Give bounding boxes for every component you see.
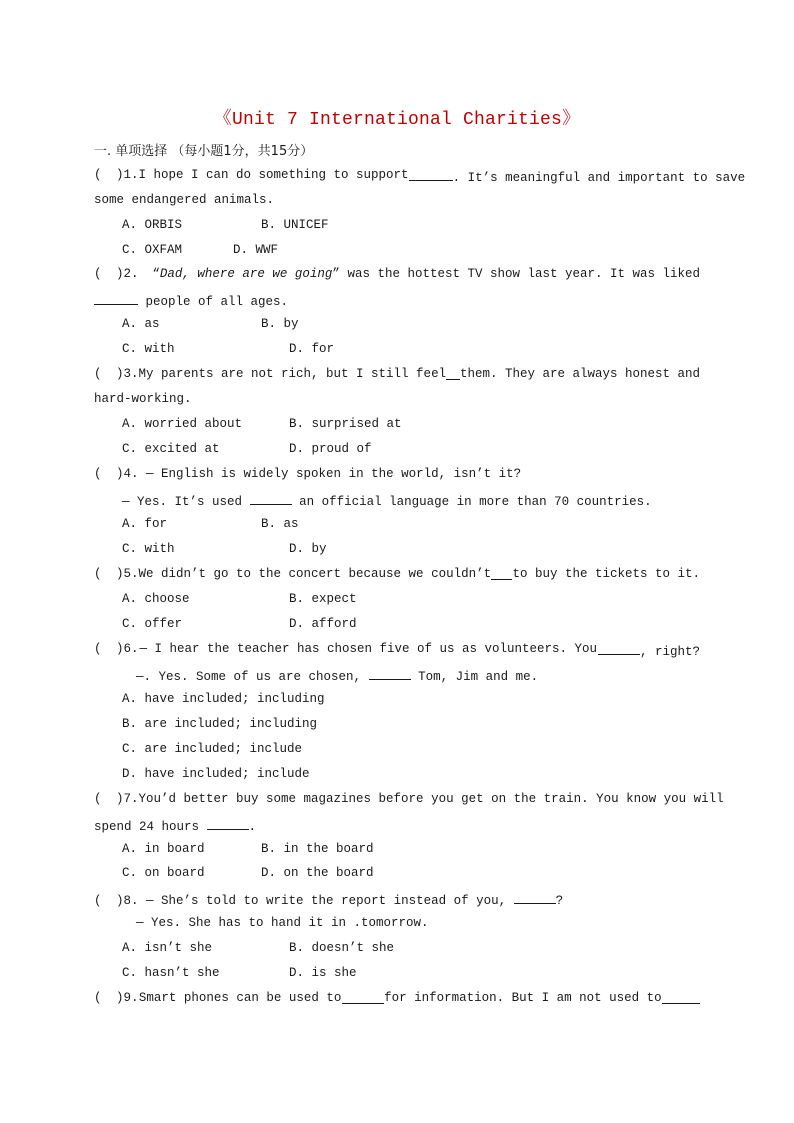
question-text: — I hear the teacher has chosen five of us as volunteers. You [139,642,598,656]
option-a: A. ORBIS [122,218,183,232]
question-text: was the hottest TV show last year. It was liked [339,267,700,281]
answer-paren: ( [94,991,102,1005]
section-heading: 一. 单项选择 （每小题1分，共15分） [94,144,314,159]
option-c: C. hasn’t she [122,966,220,980]
answer-paren: ( [94,567,102,581]
option-a: A. choose [122,592,190,606]
option-d: D. for [289,342,335,356]
answer-blank [491,567,512,580]
answer-blank [514,891,556,904]
question-text: Smart phones can be used to [138,991,342,1005]
option-a: A. in board [122,842,205,856]
question-text: people of all ages. [138,295,289,309]
answer-blank [342,991,384,1004]
question-number: )5. [116,567,139,581]
question-text: to buy the tickets to it. [512,567,700,581]
option-b: B. expect [289,592,357,606]
option-d: D. have included; include [122,767,310,781]
answer-blank [446,367,460,380]
question-text: ? [555,894,564,908]
answer-blank [207,817,249,830]
question-4-line-2 [122,492,652,509]
answer-paren: ( [94,792,102,806]
option-d: D. WWF [233,243,279,257]
question-text: — She’s told to write the report instead of you, [146,894,507,908]
answer-blank [250,492,292,505]
question-text: You’d better buy some magazines before you get on the train. You know you will [138,792,724,806]
question-number: )3. [116,367,139,381]
option-c: C. excited at [122,442,220,456]
question-text: — English is widely spoken in the world, isn’t it? [146,467,522,481]
answer-blank [409,168,453,181]
option-b: B. in the board [261,842,374,856]
answer-paren: ( [94,467,102,481]
question-7-line-1 [94,792,724,806]
question-1-line-2: some endangered animals. [94,193,275,207]
question-1-line-1 [94,168,746,185]
page-title: 《Unit 7 International Charities》 [213,110,581,130]
question-number: )9. [116,991,139,1005]
question-text: , right? [639,645,700,659]
option-b: B. UNICEF [261,218,329,232]
option-c: C. with [122,542,175,556]
option-c: C. with [122,342,175,356]
answer-blank [369,667,411,680]
answer-paren: ( [94,267,102,281]
question-number: )4. [116,467,139,481]
option-b: B. are included; including [122,717,318,731]
question-3-line-1 [94,367,700,381]
option-b: B. doesn’t she [289,941,395,955]
question-text: I hope I can do something to support [138,168,409,182]
question-4-line-1 [94,467,521,481]
question-text: . It’s meaningful and important to save [452,171,746,185]
option-a: A. as [122,317,160,331]
quote-mark: “ [152,267,160,281]
question-number: )1. [116,168,139,182]
option-b: B. as [261,517,299,531]
question-2-line-1 [94,267,700,281]
question-number: )2. [116,267,139,281]
question-text: an official language in more than 70 countries. [299,495,652,509]
question-text: We didn’t go to the concert because we couldn’t [138,567,492,581]
option-d: D. on the board [261,866,374,880]
option-c: C. are included; include [122,742,303,756]
question-number: )8. [116,894,139,908]
question-7-line-2 [94,817,256,834]
answer-blank [662,991,700,1004]
answer-paren: ( [94,367,102,381]
question-5-line-1 [94,567,700,581]
answer-blank [598,642,640,655]
option-c: C. OXFAM [122,243,183,257]
question-text: . [248,820,257,834]
show-title: Dad, where are we going [159,267,333,281]
option-c: C. on board [122,866,205,880]
question-6-line-1 [94,642,700,659]
option-a: A. for [122,517,168,531]
question-8-line-1 [94,891,563,908]
question-6-line-2 [136,667,538,684]
answer-paren: ( [94,168,102,182]
question-text: —. Yes. Some of us are chosen, [136,670,362,684]
question-2-line-2 [94,292,288,309]
answer-paren: ( [94,642,102,656]
question-3-line-2: hard-working. [94,392,192,406]
question-text: for information. But I am not used to [384,991,662,1005]
option-d: D. is she [289,966,357,980]
question-9-line-1 [94,991,700,1005]
option-d: D. by [289,542,327,556]
option-c: C. offer [122,617,183,631]
option-a: A. isn’t she [122,941,213,955]
option-d: D. afford [289,617,357,631]
answer-paren: ( [94,894,102,908]
question-text: spend 24 hours [94,820,200,834]
option-a: A. have included; including [122,692,325,706]
answer-blank [94,292,138,305]
question-text: My parents are not rich, but I still feel [138,367,447,381]
question-number: )7. [116,792,139,806]
option-a: A. worried about [122,417,243,431]
option-b: B. surprised at [289,417,402,431]
quote-mark: ” [332,267,340,281]
question-8-line-2: — Yes. She has to hand it in .tomorrow. [136,916,429,930]
question-text: them. They are always honest and [459,367,700,381]
option-b: B. by [261,317,299,331]
question-text: — Yes. It’s used [122,495,243,509]
option-d: D. proud of [289,442,372,456]
question-text: Tom, Jim and me. [418,670,539,684]
question-number: )6. [116,642,139,656]
